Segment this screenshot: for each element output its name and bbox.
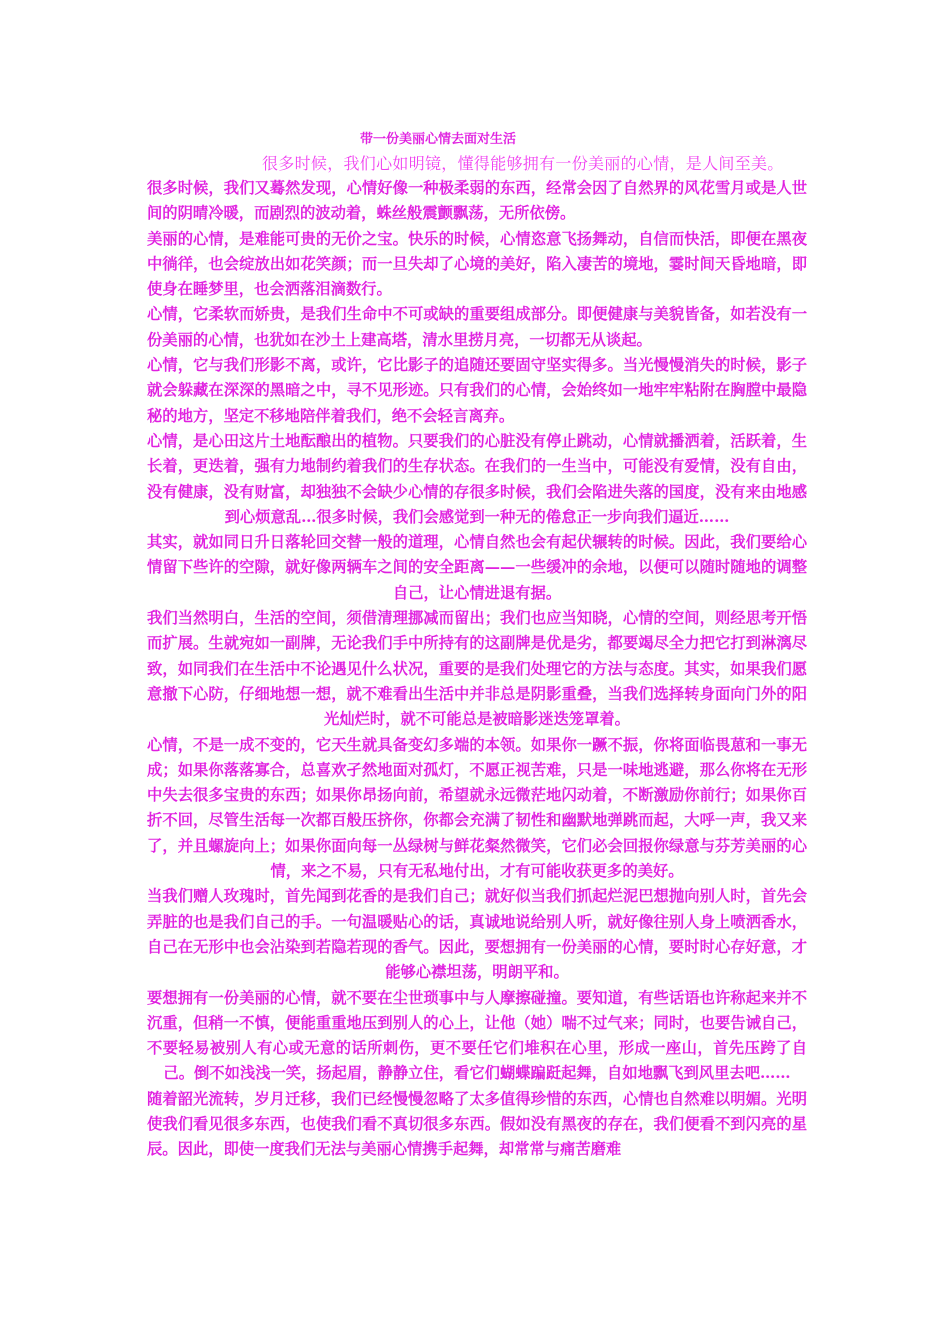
paragraph: 心情，它柔软而娇贵，是我们生命中不可或缺的重要组成部分。即便健康与美貌皆备，如若没有一份美丽的心情，也犹如在沙土上建高塔，清水里捞月亮，一切都无从谈起。 <box>147 305 807 349</box>
intro-line: 很多时候，我们心如明镜，懂得能够拥有一份美丽的心情，是人间至美。 <box>262 154 784 173</box>
paragraph: 美丽的心情，是难能可贵的无价之宝。快乐的时候，心情恣意飞扬舞动，自信而快活，即便在黑夜中徜徉，也会绽放出如花笑颜；而一旦失却了心境的美好，陷入凄苦的境地，霎时间天昏地暗，即使身在睡梦里，也会洒落泪滴数行。 <box>147 229 807 299</box>
body-text <box>147 176 807 1163</box>
paragraph: 当我们赠人玫瑰时，首先闻到花香的是我们自己；就好似当我们抓起烂泥巴想抛向别人时，首先会弄脏的也是我们自己的手。一句温暖贴心的话，真诚地说给别人听，就好像往别人身上喷洒香水，自己在无形中也会沾染到若隐若现的香气。因此，要想拥有一份美丽的心情，要时时心存好意，才能够心襟坦荡，明朗平和。 <box>147 887 807 982</box>
document-title: 带一份美丽心情去面对生活 <box>360 132 517 147</box>
paragraph: 我们当然明白，生活的空间，须借清理挪减而留出；我们也应当知晓，心情的空间，则经思考开悟而扩展。生就宛如一副牌，无论我们手中所持有的这副牌是优是劣，都要竭尽全力把它打到淋漓尽致，如同我们在生活中不论遇见什么状况，重要的是我们处理它的方法与态度。其实，如果我们愿意撤下心防，仔细地想一想，就不难看出生活中并非总是阴影重叠，当我们选择转身面向门外的阳光灿烂时，就不可能总是被暗影迷迭笼罩着。 <box>147 609 807 729</box>
paragraph: 随着韶光流转，岁月迁移，我们已经慢慢忽略了太多值得珍惜的东西，心情也自然难以明媚。光明使我们看见很多东西，也使我们看不真切很多东西。假如没有黑夜的存在，我们便看不到闪亮的星辰。因此，即使一度我们无法与美丽心情携手起舞，却常常与痛苦磨难 <box>147 1089 807 1159</box>
paragraph: 心情，不是一成不变的，它天生就具备变幻多端的本领。如果你一蹶不振，你将面临畏葸和一事无成；如果你落落寡合，总喜欢孑然地面对孤灯，不愿正视苦难，只是一味地逃避，那么你将在无形中失去很多宝贵的东西；如果你昂扬向前，希望就永远微茫地闪动着，不断激励你前行；如果你百折不回，尽管生活每一次都百般压挤你，你都会充满了韧性和幽默地弹跳而起，大呼一声，我又来了，并且螺旋向上；如果你面向每一丛绿树与鲜花粲然微笑，它们必会回报你绿意与芬芳美丽的心情，来之不易，只有无私地付出，才有可能收获更多的美好。 <box>147 735 807 881</box>
paragraph: 心情，它与我们形影不离，或许，它比影子的追随还要固守坚实得多。当光慢慢消失的时候，影子就会躲藏在深深的黑暗之中，寻不见形迹。只有我们的心情，会始终如一地牢牢粘附在胸膛中最隐秘的地方，坚定不移地陪伴着我们，绝不会轻言离弃。 <box>147 356 807 425</box>
paragraph: 其实，就如同日升日落轮回交替一般的道理，心情自然也会有起伏辗转的时候。因此，我们要给心情留下些许的空隙，就好像两辆车之间的安全距离——一些缓冲的余地，以便可以随时随地的调整自己，让心情进退有据。 <box>147 533 807 602</box>
paragraph: 心情，是心田这片土地酝酿出的植物。只要我们的心脏没有停止跳动，心情就播洒着，活跃着，生长着，更迭着，强有力地制约着我们的生存状态。在我们的一生当中，可能没有爱情，没有自由，没有健康，没有财富，却独独不会缺少心情的存很多时候，我们会陷进失落的国度，没有来由地感到心烦意乱…很多时候，我们会感觉到一种无的倦怠正一步向我们逼近…… <box>147 431 807 526</box>
paragraph: 要想拥有一份美丽的心情，就不要在尘世琐事中与人摩擦碰撞。要知道，有些话语也许称起来并不沉重，但稍一不慎，便能重重地压到别人的心上，让他（她）喘不过气来；同时，也要告诫自己，不要轻易被别人有心或无意的话所刺伤，更不要任它们堆积在心里，形成一座山，首先压跨了自己。倒不如浅浅一笑，扬起眉，静静立住，看它们蝴蝶蹁跹起舞，自如地飘飞到风里去吧…… <box>147 988 807 1083</box>
paragraph: 很多时候，我们又蓦然发现，心情好像一种极柔弱的东西，经常会因了自然界的风花雪月或是人世间的阴晴冷暖，而剧烈的波动着，蛛丝般震颤飘荡，无所依傍。 <box>147 179 807 223</box>
